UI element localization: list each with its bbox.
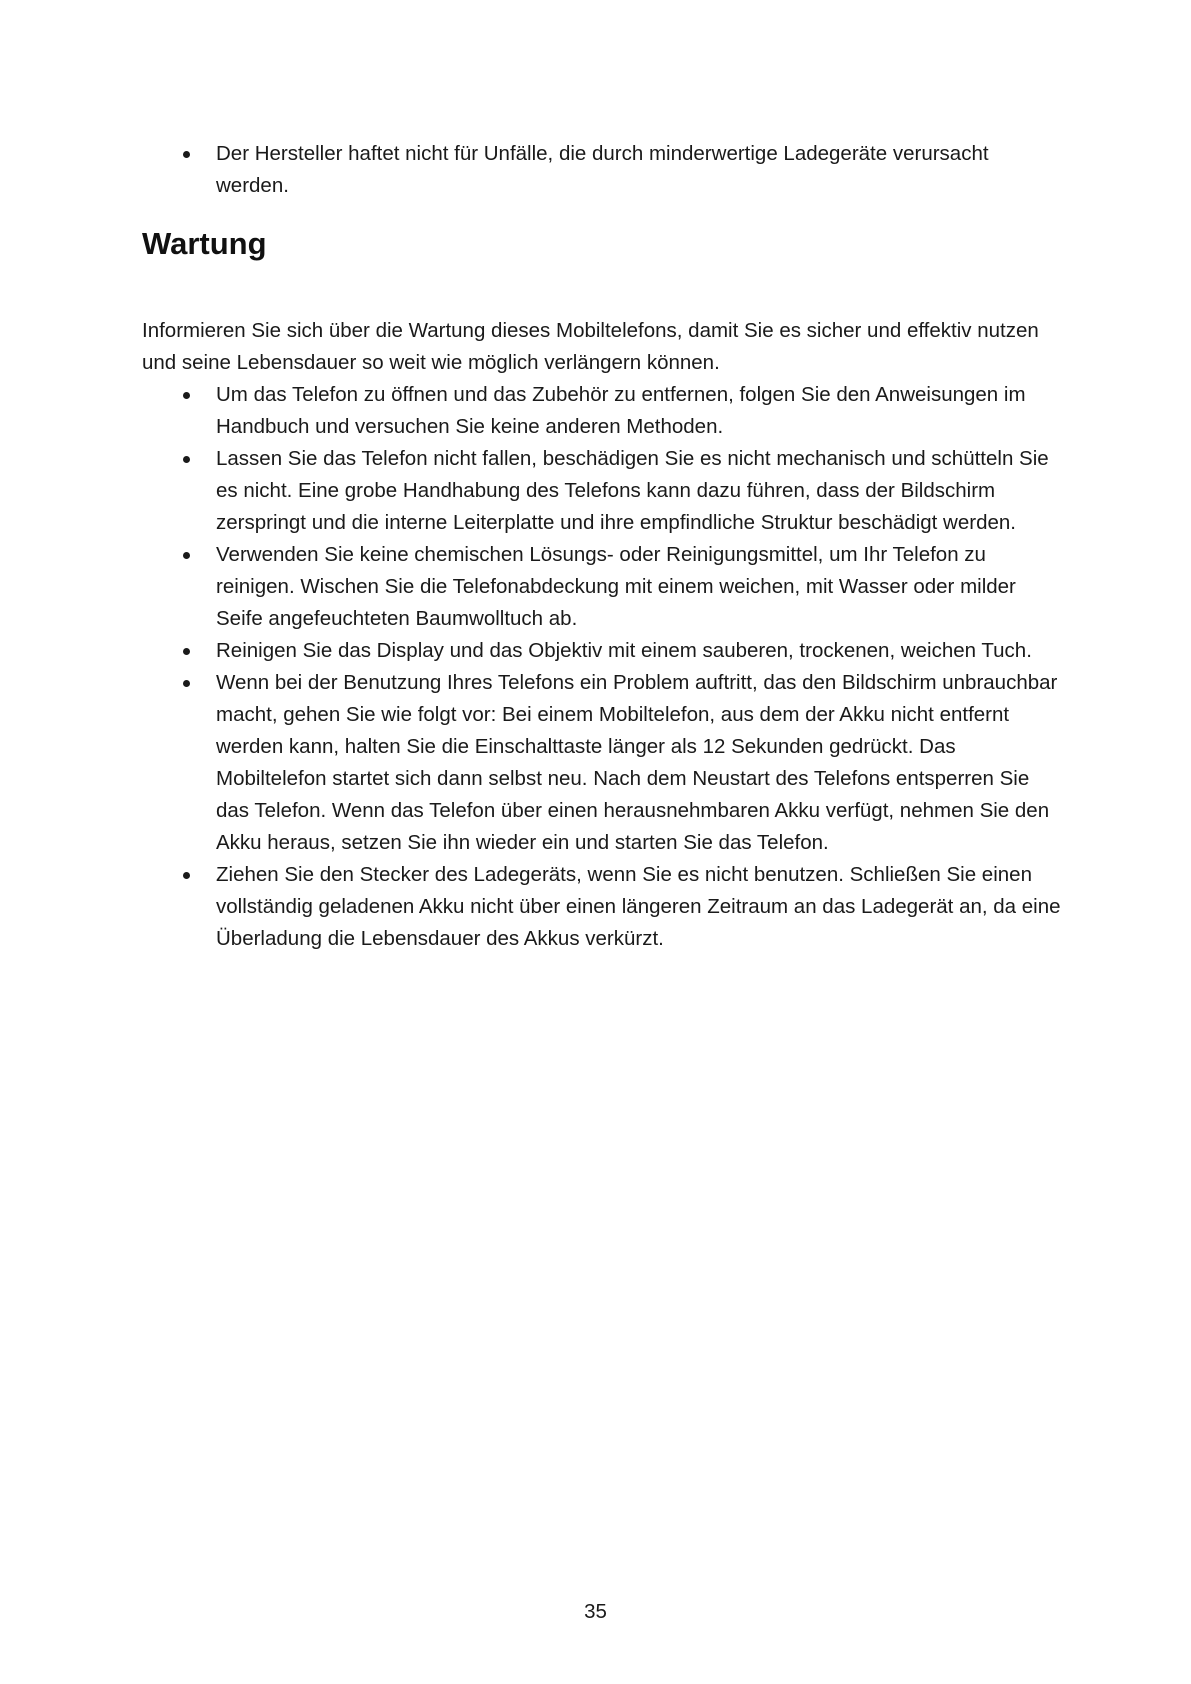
list-item: Der Hersteller haftet nicht für Unfälle, die durch minderwertige Ladegeräte verursacht werden. [142, 138, 1062, 202]
maintenance-bullet-list [142, 379, 1062, 955]
list-item: Ziehen Sie den Stecker des Ladegeräts, wenn Sie es nicht benutzen. Schließen Sie einen vollständig geladenen Akku nicht über einen längeren Zeitraum an das Ladegerät an, da eine Überladung die Lebensdauer des Akkus verkürzt. [142, 859, 1062, 955]
list-item: Lassen Sie das Telefon nicht fallen, beschädigen Sie es nicht mechanisch und schütteln Sie es nicht. Eine grobe Handhabung des Telefons kann dazu führen, dass der Bildschirm zerspringt und die interne Leiterplatte und ihre empfindliche Struktur beschädigt werden. [142, 443, 1062, 539]
section-heading: Wartung [142, 226, 267, 261]
page-number: 35 [584, 1600, 607, 1623]
intro-paragraph: Informieren Sie sich über die Wartung dieses Mobiltelefons, damit Sie es sicher und effektiv nutzen und seine Lebensdauer so weit wie möglich verlängern können. [142, 319, 1039, 374]
list-item: Um das Telefon zu öffnen und das Zubehör zu entfernen, folgen Sie den Anweisungen im Handbuch und versuchen Sie keine anderen Methoden. [142, 379, 1062, 443]
list-item: Reinigen Sie das Display und das Objektiv mit einem sauberen, trockenen, weichen Tuch. [142, 635, 1062, 667]
page-content [142, 138, 1062, 955]
list-item: Verwenden Sie keine chemischen Lösungs- oder Reinigungsmittel, um Ihr Telefon zu reinigen. Wischen Sie die Telefonabdeckung mit einem weichen, mit Wasser oder milder Seife angefeuchteten Baumwolltuch ab. [142, 539, 1062, 635]
bullet-list-continued [142, 138, 1062, 202]
list-item: Wenn bei der Benutzung Ihres Telefons ein Problem auftritt, das den Bildschirm unbrauchbar macht, gehen Sie wie folgt vor: Bei einem Mobiltelefon, aus dem der Akku nicht entfernt werden kann, halten Sie die Einschalttaste länger als 12 Sekunden gedrückt. Das Mobiltelefon startet sich dann selbst neu. Nach dem Neustart des Telefons entsperren Sie das Telefon. Wenn das Telefon über einen herausnehmbaren Akku verfügt, nehmen Sie den Akku heraus, setzen Sie ihn wieder ein und starten Sie das Telefon. [142, 667, 1062, 859]
